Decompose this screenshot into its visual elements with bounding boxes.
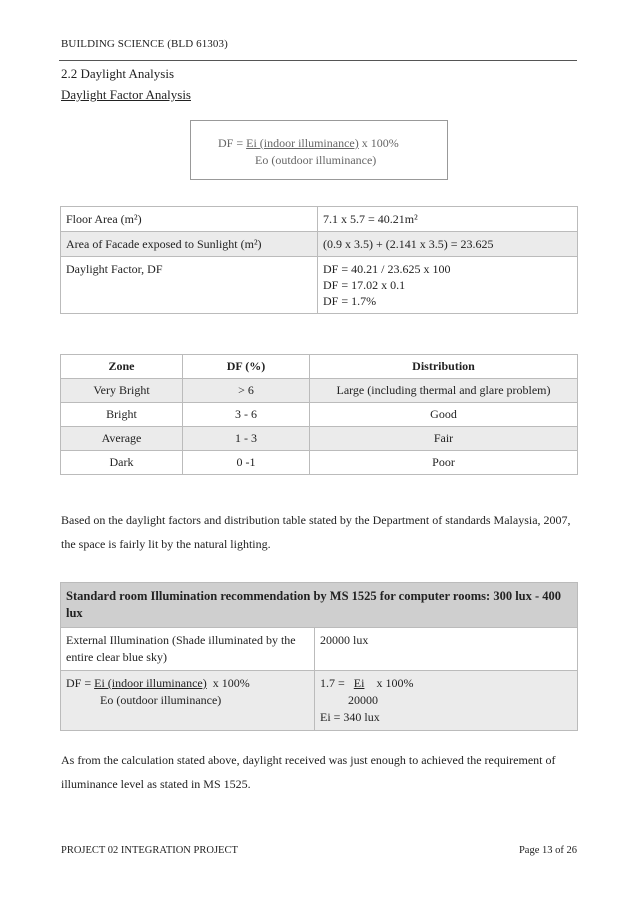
table-header-row <box>61 355 578 379</box>
calc-prefix: 1.7 = <box>320 676 348 690</box>
table-row <box>61 671 578 731</box>
paragraph-conclusion: As from the calculation stated above, daylight received was just enough to achieved the requirement of illuminance level as stated in MS 1525. <box>61 753 556 791</box>
table-row <box>61 451 578 475</box>
df-numerator: Ei (indoor illuminance) <box>94 676 207 690</box>
calc-multiplier: x 100% <box>376 676 414 690</box>
df-calc-line: DF = 40.21 / 23.625 x 100 <box>323 262 451 276</box>
column-header: Distribution <box>310 355 578 379</box>
df-formula-line-1 <box>66 675 309 692</box>
table-cell-label: Floor Area (m²) <box>61 207 318 232</box>
calc-line-1 <box>320 675 572 692</box>
formula-denominator: Eo (outdoor illuminance) <box>255 153 377 167</box>
section-subtitle: Daylight Factor Analysis <box>61 87 191 102</box>
table-cell: 1 - 3 <box>183 427 310 451</box>
calculation-table <box>60 206 578 314</box>
external-illumination-label: External Illumination (Shade illuminated by the entire clear blue sky) <box>61 628 315 671</box>
table-header-row <box>61 583 578 628</box>
df-denominator: Eo (outdoor illuminance) <box>100 693 222 707</box>
table-cell: Very Bright <box>61 379 183 403</box>
table-cell: Fair <box>310 427 578 451</box>
calc-result: Ei = 340 lux <box>320 710 380 724</box>
table-row <box>61 403 578 427</box>
table-cell: Dark <box>61 451 183 475</box>
df-calc-line: DF = 1.7% <box>323 294 377 308</box>
table-cell: Bright <box>61 403 183 427</box>
table-row <box>61 207 578 232</box>
table-row <box>61 232 578 257</box>
table-cell-value <box>318 257 578 314</box>
header-divider <box>59 60 577 61</box>
formula-numerator: Ei (indoor illuminance) <box>246 136 359 150</box>
table-cell: Poor <box>310 451 578 475</box>
table-cell-label: Daylight Factor, DF <box>61 257 318 314</box>
footer-page-number: Page 13 of 26 <box>518 845 577 856</box>
table-cell: > 6 <box>183 379 310 403</box>
formula-prefix: DF = <box>218 136 247 150</box>
table-cell: Good <box>310 403 578 427</box>
table-row <box>61 379 578 403</box>
column-header: Zone <box>61 355 183 379</box>
standard-heading: Standard room Illumination recommendation by MS 1525 for computer rooms: 300 lux - 400 lux <box>61 583 578 628</box>
table-cell: 0 -1 <box>183 451 310 475</box>
calc-numerator: Ei <box>353 676 365 690</box>
table-row <box>61 427 578 451</box>
df-formula-cell <box>61 671 315 731</box>
table-cell-value: 7.1 x 5.7 = 40.21m² <box>318 207 578 232</box>
page-header: BUILDING SCIENCE (BLD 61303) <box>61 38 228 50</box>
paragraph-daylight-assessment: Based on the daylight factors and distribution table stated by the Department of standards Malaysia, 2007, the space is fairly lit by the natural lighting. <box>61 513 571 551</box>
df-multiplier: x 100% <box>212 676 250 690</box>
df-formula-box <box>190 120 448 180</box>
section-title: 2.2 Daylight Analysis <box>61 66 175 81</box>
table-cell: Average <box>61 427 183 451</box>
zone-table <box>60 354 578 475</box>
formula-line-1 <box>218 136 399 151</box>
external-illumination-value: 20000 lux <box>315 628 578 671</box>
table-cell: Large (including thermal and glare problem) <box>310 379 578 403</box>
standard-illumination-table <box>60 582 578 731</box>
df-calc-line: DF = 17.02 x 0.1 <box>323 278 406 292</box>
calc-denominator: 20000 <box>348 693 378 707</box>
table-row <box>61 628 578 671</box>
table-cell: 3 - 6 <box>183 403 310 427</box>
df-calc-cell <box>315 671 578 731</box>
table-row <box>61 257 578 314</box>
table-cell-label: Area of Facade exposed to Sunlight (m²) <box>61 232 318 257</box>
formula-multiplier: x 100% <box>361 136 399 150</box>
footer-project: PROJECT 02 INTEGRATION PROJECT <box>61 845 238 856</box>
table-cell-value: (0.9 x 3.5) + (2.141 x 3.5) = 23.625 <box>318 232 578 257</box>
column-header: DF (%) <box>183 355 310 379</box>
df-prefix: DF = <box>66 676 95 690</box>
